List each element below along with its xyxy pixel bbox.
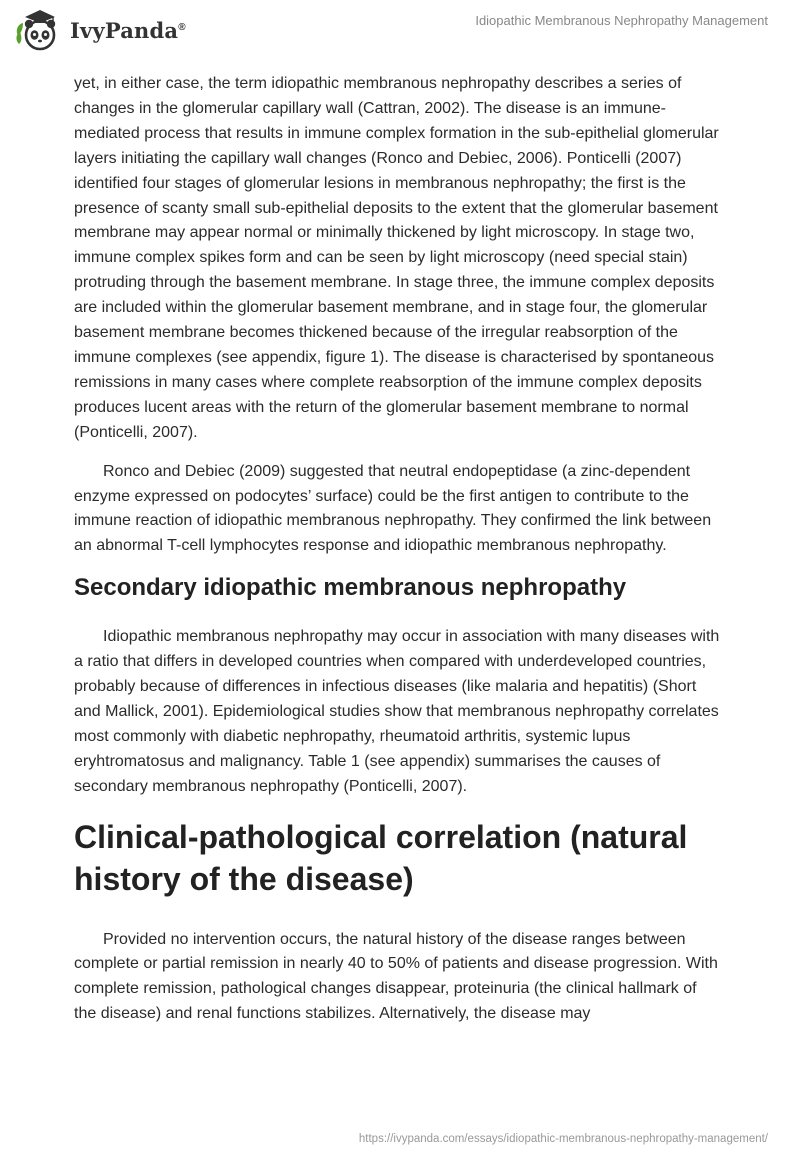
source-url[interactable]: https://ivypanda.com/essays/idiopathic-membranous-nephropathy-management/ — [358, 1133, 768, 1145]
essay-content — [74, 72, 720, 1041]
panda-logo-icon — [14, 6, 62, 54]
section-heading-secondary: Secondary idiopathic membranous nephropathy — [74, 574, 627, 602]
paragraph-continued: yet, in either case, the term idiopathic membranous nephropathy describes a series of changes in the glomerular capillary wall (Cattran, 2002). The disease is an immune-mediated process that results in immune complex formation in the sub-epithelial glomerular layers initiating the capillary wall changes (Ronco and Debiec, 2006). Ponticelli (2007) identified four stages of glomerular lesions in membranous nephropathy; the first is the presence of scanty small sub-epithelial deposits to the extent that the glomerular basement membrane may appear normal or minimally thickened by light microscopy. In stage two, immune complex spikes form and can be seen by light microscopy (need special stain) protruding through the basement membrane. In stage three, the immune complex deposits are included within the glomerular basement membrane, and in stage four, the glomerular basement membrane becomes thickened because of the irregular reabsorption of the immune complexes (see appendix, figure 1). The disease is characterised by spontaneous remissions in many cases where complete reabsorption of the immune complex deposits produces lucent areas with the return of the glomerular basement membrane to normal (Ponticelli, 2007). — [74, 75, 719, 441]
paragraph-secondary-causes: Idiopathic membranous nephropathy may occur in association with many diseases with a ratio that differs in developed countries when compared with underdeveloped countries, probably because of differences in infectious diseases (like malaria and hepatitis) (Short and Mallick, 2001). Epidemiological studies show that membranous nephropathy correlates most commonly with diabetic nephropathy, rheumatoid arthritis, systemic lupus eryhtromatosus and malignancy. Table 1 (see appendix) summarises the causes of secondary membranous nephropathy (Ponticelli, 2007). — [74, 628, 720, 795]
paragraph-ronco-debiec: Ronco and Debiec (2009) suggested that neutral endopeptidase (a zinc-dependent enzyme expressed on podocytes’ surface) could be the first antigen to contribute to the immune reaction of idiopathic membranous nephropathy. They confirmed the link between an abnormal T-cell lymphocytes response and idiopathic membranous nephropathy. — [74, 462, 712, 555]
ivypanda-logo[interactable] — [14, 6, 186, 54]
document-title: Idiopathic Membranous Nephropathy Management — [475, 13, 768, 28]
paragraph-natural-history: Provided no intervention occurs, the natural history of the disease ranges between complete or partial remission in nearly 40 to 50% of patients and disease progression. With complete remission, pathological changes disappear, proteinuria (the clinical hallmark of the disease) and renal functions stabilizes. Alternatively, the disease may — [74, 930, 718, 1023]
section-heading-clinical: Clinical-pathological correlation (natural history of the disease) — [74, 818, 688, 897]
brand-name — [70, 18, 186, 43]
registered-mark: ® — [178, 21, 186, 33]
page-header — [0, 0, 800, 60]
brand-name-text: IvyPanda — [70, 17, 179, 43]
